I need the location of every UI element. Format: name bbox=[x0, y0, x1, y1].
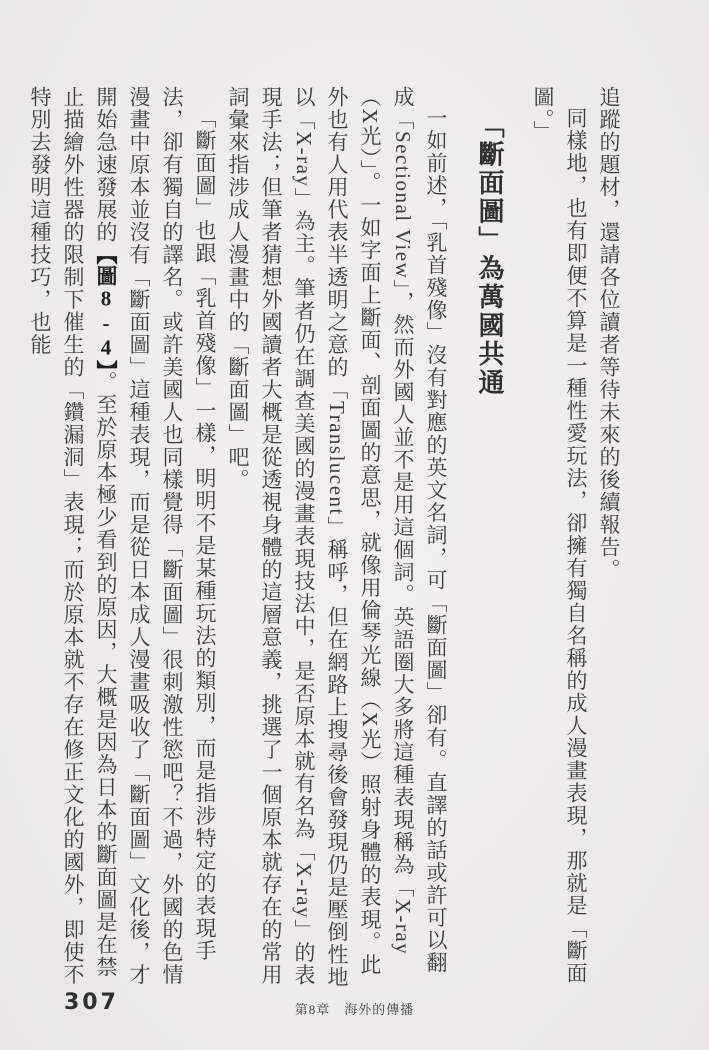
body-paragraph-2-text-after: 。至於原本極少看到的原因，大概是因為日本的斷面圖是在禁止描繪外性器的限制下催生的「鑽漏洞」表現；而於原本就不存在修正文化的國外，即使不特別去發明這種技巧，也能 bbox=[28, 86, 118, 986]
vertical-text-block bbox=[23, 86, 625, 990]
chapter-footer: 第8章 海外的傳播 bbox=[294, 1002, 415, 1017]
paragraph-continuation: 追蹤的題材，還請各位讀者等待未來的後續報告。 bbox=[597, 86, 621, 581]
section-heading: 「斷面圖」為萬國共通 bbox=[475, 112, 504, 397]
figure-reference-open: 【圖 bbox=[94, 243, 118, 287]
figure-reference-number: 8-4 bbox=[94, 286, 118, 360]
body-paragraph-1: 一如前述，「乳首殘像」沒有對應的英文名詞，可「斷面圖」卻有。直譯的話或許可以翻成「Sectional View」，然而外國人並不是用這個詞。英語圈大多將這種表現稱為「X-ray（X光）」。一如字面上斷面、剖面圖的意思，就像用倫琴光線（X光）照射身體的表現。此外也有人用代表半透明之意的「Translucent」稱呼，但在網路上搜尋後會發現仍是壓倒性地以「X-ray」為主。筆者仍在調查美國的漫畫表現技法中，是否原本就有名為「X-ray」的表現手法；但筆者猜想外國讀者大概是從透視身體的這層意義，挑選了一個原本就存在的常用詞彙來指涉成人漫畫中的「斷面圖」吧。 bbox=[226, 86, 448, 989]
paragraph-intro: 同樣地，也有即便不算是一種性愛玩法，卻擁有獨自名稱的成人漫畫表現，那就是「斷面圖。」 bbox=[531, 86, 588, 985]
figure-reference bbox=[94, 244, 118, 372]
body-paragraph-2 bbox=[23, 86, 221, 990]
figure-reference-close: 】 bbox=[94, 360, 118, 371]
body-paragraph-2-text-before: 「斷面圖」也跟「乳首殘像」一樣，明明不是某種玩法的類別，而是指涉特定的表現手法，卻有獨自的譯名。或許美國人也同樣覺得「斷面圖」很刺激性慾吧？不過，外國的色情漫畫中原本並沒有「斷面圖」這種表現，而是從日本成人漫畫吸收了「斷面圖」文化後，才開始急速發展的 bbox=[94, 86, 217, 986]
page-number: 307 bbox=[64, 990, 119, 1015]
